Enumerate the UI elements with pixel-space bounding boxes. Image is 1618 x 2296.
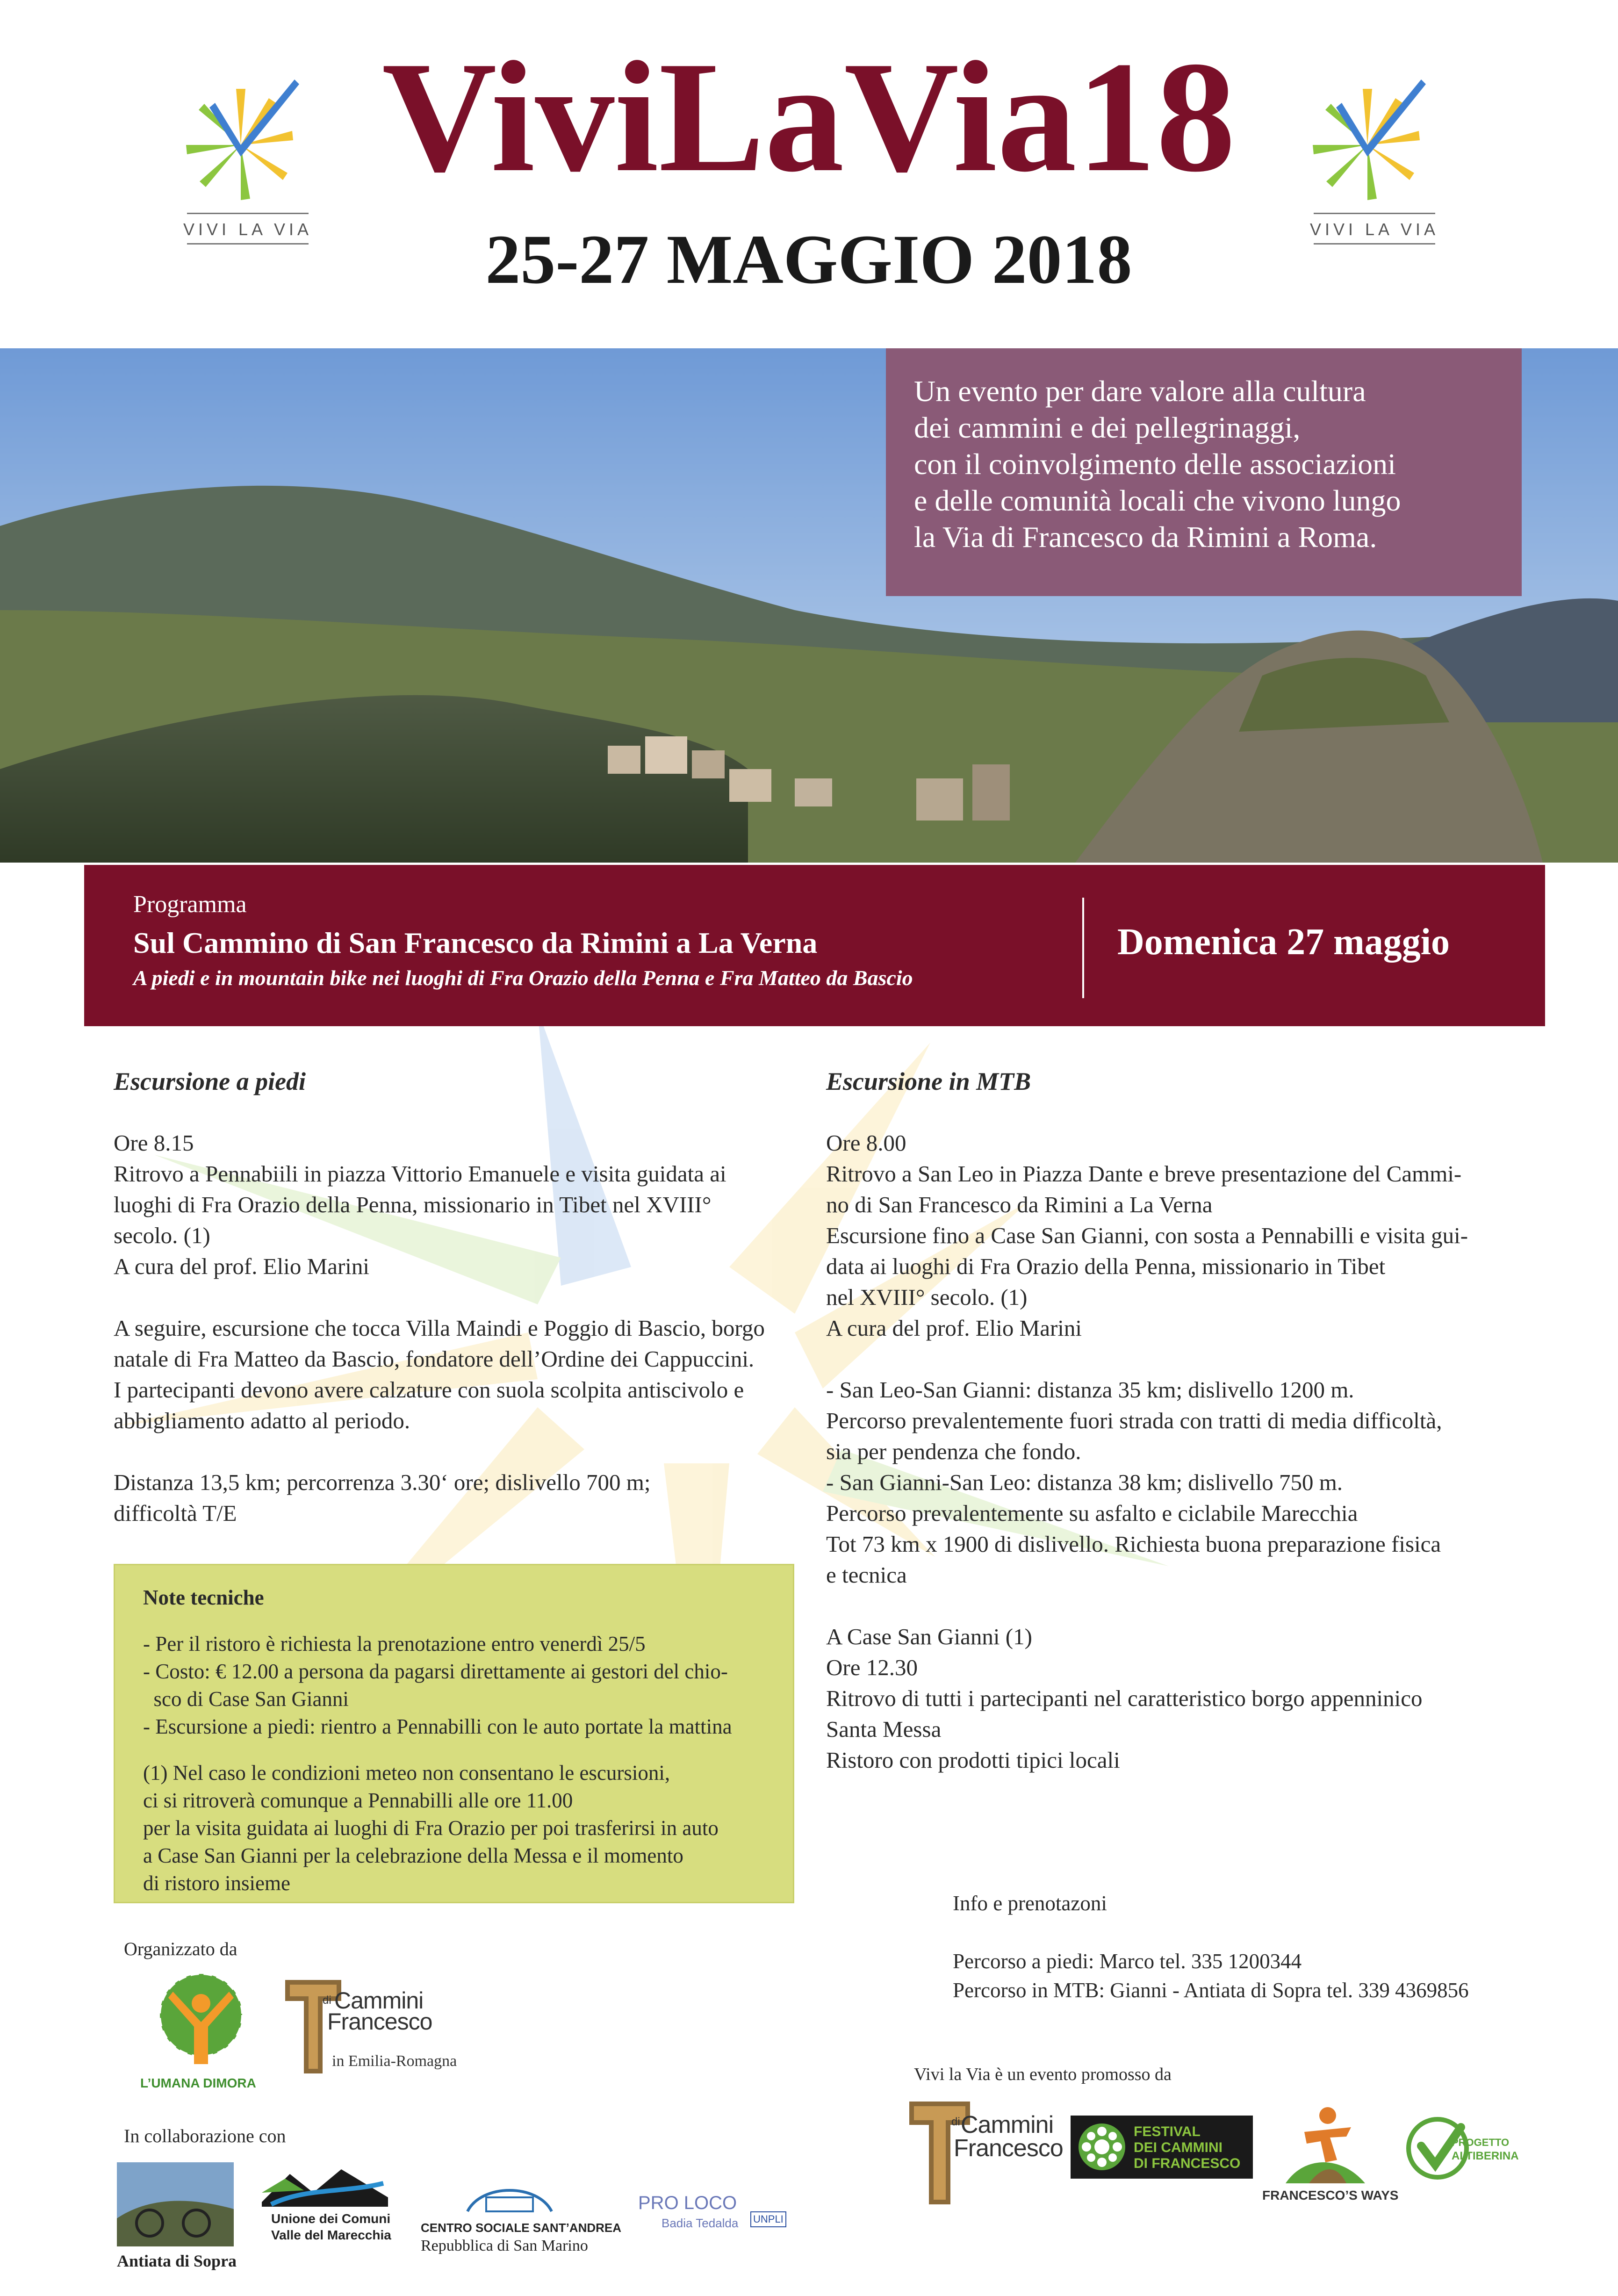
mtb-text: Percorso prevalentemente su asfalto e ciclabile Marecchia xyxy=(826,1500,1358,1526)
walk-text: luoghi di Fra Orazio della Penna, missionario in Tibet nel XVIII° xyxy=(114,1192,712,1217)
notes-heading: Note tecniche xyxy=(143,1586,264,1609)
proloco-name: PRO LOCO xyxy=(638,2193,737,2213)
intro-box xyxy=(886,348,1522,596)
festival-line1: FESTIVAL xyxy=(1134,2124,1201,2139)
mtb-text: Percorso prevalentemente fuori strada con tratti di media difficoltà, xyxy=(826,1408,1442,1433)
festival-line3: DI FRANCESCO xyxy=(1134,2156,1241,2171)
mtb-text: - San Gianni-San Leo: distanza 38 km; dislivello 750 m. xyxy=(826,1469,1343,1495)
info-line: Percorso a piedi: Marco tel. 335 1200344 xyxy=(953,1950,1302,1973)
mtb-text: no di San Francesco da Rimini a La Verna xyxy=(826,1192,1213,1217)
notes-item: sco di Case San Gianni xyxy=(143,1687,349,1711)
proloco-place: Badia Tedalda xyxy=(662,2216,739,2230)
intro-line: dei cammini e dei pellegrinaggi, xyxy=(914,411,1301,444)
notes-footnote: (1) Nel caso le condizioni meteo non consentano le escursioni, xyxy=(143,1761,670,1785)
walk-text: I partecipanti devono avere calzature con suola scolpita antiscivolo e xyxy=(114,1377,744,1403)
festival-line2: DEI CAMMINI xyxy=(1134,2140,1222,2155)
info-heading: Info e prenotazoni xyxy=(953,1892,1107,1915)
cammini-francesco-logo-large xyxy=(909,2097,1068,2204)
mtb-text: Ristoro con prodotti tipici locali xyxy=(826,1747,1120,1773)
logo-caption-left: VIVI LA VIA xyxy=(183,220,313,239)
centro-line1: CENTRO SOCIALE SANT’ANDREA xyxy=(421,2221,622,2235)
programme-banner xyxy=(84,865,1545,1026)
mtb-text: A cura del prof. Elio Marini xyxy=(826,1315,1082,1341)
walk-text: natale di Fra Matteo da Bascio, fondatore dell’Ordine dei Cappuccini. xyxy=(114,1346,755,1372)
cammini-word: Cammini xyxy=(334,1987,424,2014)
walk-text: difficoltà T/E xyxy=(114,1500,237,1526)
logo-rule-top xyxy=(1314,213,1435,214)
logo-rule-bottom xyxy=(1314,243,1435,245)
mtb-heading: Escursione in MTB xyxy=(826,1067,1031,1095)
info-line: Percorso in MTB: Gianni - Antiata di Sopra tel. 339 4369856 xyxy=(953,1979,1469,2002)
logo-rule-top xyxy=(187,213,309,214)
progetto-line2: ALTIBERINA xyxy=(1452,2150,1519,2162)
walk-text: Ore 8.15 xyxy=(114,1130,194,1156)
programme-subtitle: A piedi e in mountain bike nei luoghi di Fra Orazio della Penna e Fra Matteo da Bascio xyxy=(133,966,913,990)
mtb-text: - San Leo-San Gianni: distanza 35 km; dislivello 1200 m. xyxy=(826,1377,1354,1403)
walk-text: abbigliamento adatto al periodo. xyxy=(114,1408,410,1433)
vivi-la-via-logo-left xyxy=(178,70,318,252)
cammini-di: di xyxy=(323,1994,331,2007)
mtb-text: Ore 12.30 xyxy=(826,1655,918,1680)
notes-item: - Per il ristoro è richiesta la prenotazione entro venerdì 25/5 xyxy=(143,1632,646,1655)
francesco-word: Francesco xyxy=(954,2135,1063,2162)
mtb-text: Tot 73 km x 1900 di dislivello. Richiesta buona preparazione fisica xyxy=(826,1531,1441,1557)
mtb-text: sia per pendenza che fondo. xyxy=(826,1439,1081,1464)
umana-dimora-logo xyxy=(140,1971,262,2092)
francescos-ways-name: FRANCESCO’S WAYS xyxy=(1262,2188,1399,2202)
intro-line: e delle comunità locali che vivono lungo xyxy=(914,484,1401,517)
mtb-text: Escursione fino a Case San Gianni, con sosta a Pennabilli e visita gui- xyxy=(826,1223,1468,1248)
umana-dimora-name: L’UMANA DIMORA xyxy=(140,2076,256,2090)
unione-comuni-logo xyxy=(262,2165,393,2267)
antiata-logo xyxy=(117,2162,248,2279)
mtb-text: nel XVIII° secolo. (1) xyxy=(826,1284,1028,1310)
walk-heading: Escursione a piedi xyxy=(114,1067,306,1095)
notes-item: - Escursione a piedi: rientro a Pennabilli con le auto portate la mattina xyxy=(143,1715,732,1738)
intro-line: con il coinvolgimento delle associazioni xyxy=(914,447,1396,481)
mtb-text: Ritrovo a San Leo in Piazza Dante e breve presentazione del Cammi- xyxy=(826,1161,1462,1187)
festival-logo xyxy=(1071,2116,1253,2179)
walk-text: secolo. (1) xyxy=(114,1223,210,1248)
logo-caption-right: VIVI LA VIA xyxy=(1309,220,1439,239)
progetto-altiberina-logo xyxy=(1402,2113,1524,2183)
event-dates: 25-27 MAGGIO 2018 xyxy=(485,221,1132,298)
mtb-text: Ritrovo di tutti i partecipanti nel caratteristico borgo appenninico xyxy=(826,1685,1423,1711)
programme-date: Domenica 27 maggio xyxy=(1117,921,1450,963)
info-section xyxy=(953,1889,1469,2005)
walk-text: A cura del prof. Elio Marini xyxy=(114,1253,370,1279)
mtb-section xyxy=(826,1066,1468,1776)
event-title: ViviLaVia18 xyxy=(381,29,1236,205)
progetto-line1: PROGETTO xyxy=(1452,2137,1510,2148)
banner-divider xyxy=(1082,898,1084,998)
walk-text: A seguire, escursione che tocca Villa Maindi e Poggio di Bascio, borgo xyxy=(114,1315,765,1341)
walk-section xyxy=(114,1066,765,1529)
centro-line2: Repubblica di San Marino xyxy=(421,2237,588,2254)
notes-footnote: a Case San Gianni per la celebrazione della Messa e il momento xyxy=(143,1844,683,1867)
cammini-francesco-logo xyxy=(285,1975,482,2078)
logo-rule-bottom xyxy=(187,243,309,245)
vivi-la-via-logo-right xyxy=(1304,70,1445,252)
collaboration-label: In collaborazione con xyxy=(124,2125,286,2146)
notes-footnote: per la visita guidata ai luoghi di Fra Orazio per poi trasferirsi in auto xyxy=(143,1816,719,1840)
cammini-di: di xyxy=(951,2116,960,2128)
cammini-region: in Emilia-Romagna xyxy=(332,2052,457,2070)
programme-title: Sul Cammino di San Francesco da Rimini a La Verna xyxy=(133,926,818,959)
cammini-word: Cammini xyxy=(961,2111,1054,2138)
notes-footnote: ci si ritroverà comunque a Pennabilli alle ore 11.00 xyxy=(143,1789,573,1812)
walk-text: Distanza 13,5 km; percorrenza 3.30‘ ore; dislivello 700 m; xyxy=(114,1469,651,1495)
organized-by-label: Organizzato da xyxy=(124,1938,237,1959)
mtb-text: Santa Messa xyxy=(826,1716,942,1742)
unione-line2: Valle del Marecchia xyxy=(271,2228,391,2242)
mtb-text: data ai luoghi di Fra Orazio della Penna, missionario in Tibet xyxy=(826,1253,1386,1279)
notes-footnote: di ristoro insieme xyxy=(143,1871,290,1895)
walk-text: Ritrovo a Pennabiili in piazza Vittorio Emanuele e visita guidata ai xyxy=(114,1161,726,1187)
intro-line: Un evento per dare valore alla cultura xyxy=(914,374,1366,408)
flower-icon xyxy=(1076,2121,1128,2173)
francesco-word: Francesco xyxy=(327,2008,432,2035)
technical-notes-box xyxy=(114,1564,794,1903)
centro-sociale-logo xyxy=(416,2179,622,2263)
starburst-icon xyxy=(1304,70,1445,210)
mtb-text: e tecnica xyxy=(826,1562,907,1588)
promoted-by-label: Vivi la Via è un evento promosso da xyxy=(914,2065,1172,2084)
notes-item: - Costo: € 12.00 a persona da pagarsi direttamente ai gestori del chio- xyxy=(143,1660,728,1683)
mtb-text: Ore 8.00 xyxy=(826,1130,906,1156)
proloco-logo xyxy=(638,2193,788,2244)
mtb-text: A Case San Gianni (1) xyxy=(826,1624,1032,1649)
francescos-ways-logo xyxy=(1262,2104,1399,2211)
unpli-label: UNPLI xyxy=(750,2211,786,2227)
programme-label: Programma xyxy=(133,891,247,918)
starburst-icon xyxy=(178,70,318,210)
antiata-name: Antiata di Sopra xyxy=(117,2252,237,2270)
unione-line1: Unione dei Comuni xyxy=(271,2211,391,2226)
intro-line: la Via di Francesco da Rimini a Roma. xyxy=(914,520,1377,554)
